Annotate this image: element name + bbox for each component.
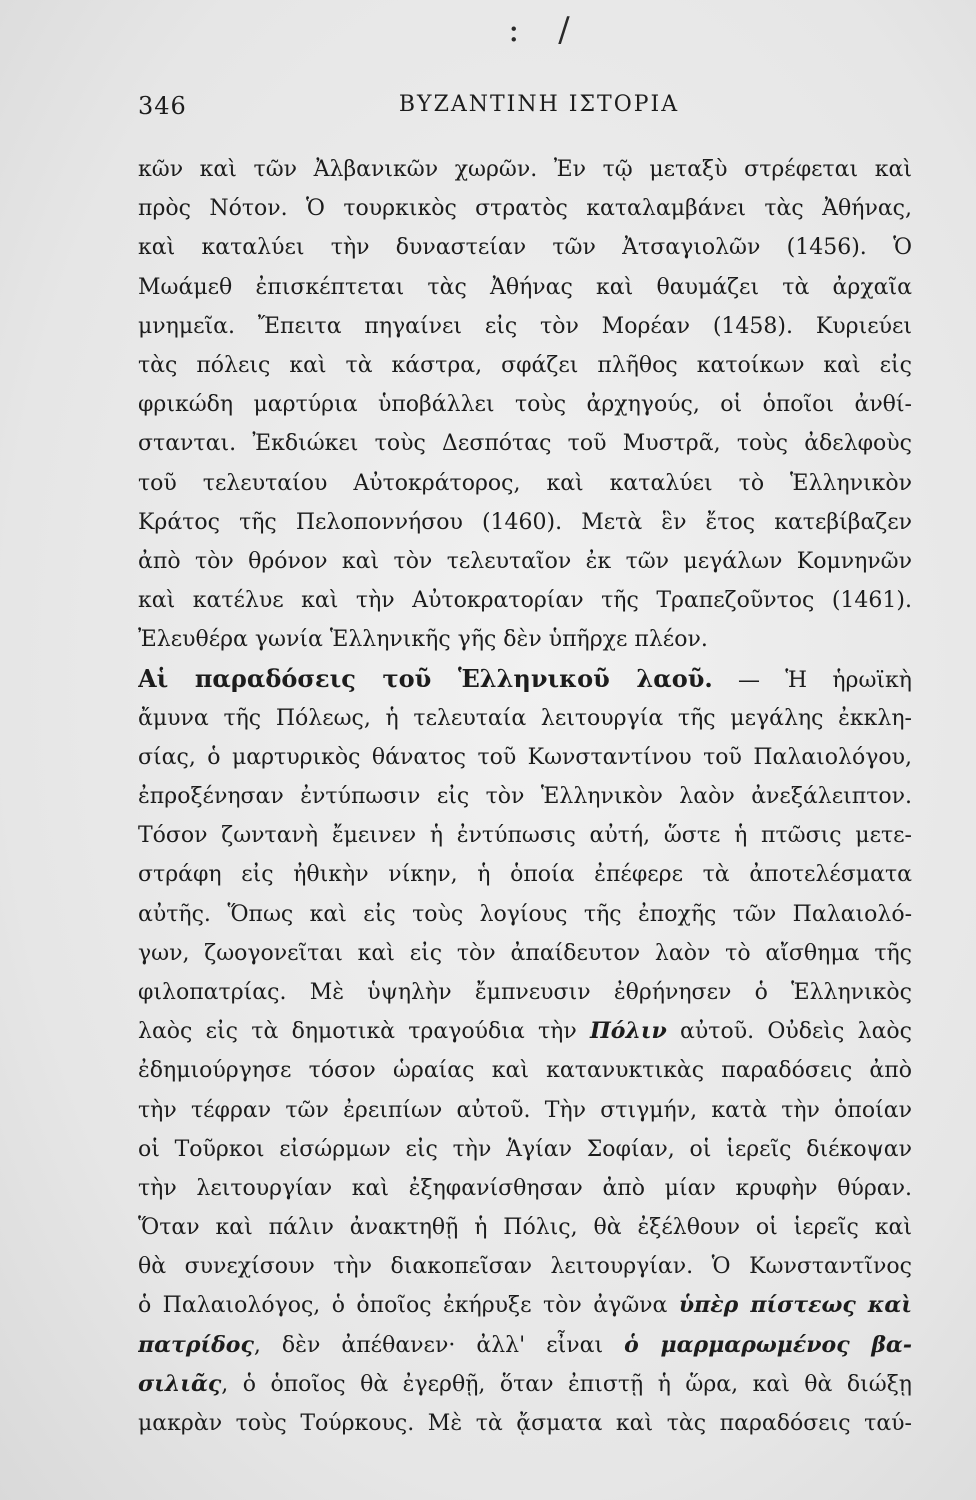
- emphasis-marble-king: ὁ μαρμαρωμένος βα-: [624, 1331, 912, 1358]
- text-line: ἄμυνα τῆς Πόλεως, ἡ τελευταία λειτουργία τῆς μεγάλης ἐκκλη-: [138, 705, 912, 731]
- text-line: καὶ καταλύει τὴν δυναστείαν τῶν Ἀτσαγιολῶν (1456). Ὁ: [138, 235, 912, 261]
- text-line: τὴν λειτουργίαν καὶ ἐξηφανίσθησαν ἀπὸ μίαν κρυφὴν θύραν.: [138, 1175, 912, 1201]
- emphasis-faith: ὑπὲρ πίστεως καὶ: [678, 1292, 912, 1319]
- emphasis-polin: Πόλιν: [589, 1018, 667, 1045]
- text-fragment: αὐτοῦ. Οὐδεὶς λαὸς: [666, 1019, 912, 1045]
- text-fragment: , ὁ ὁποῖος θὰ ἐγερθῇ, ὅταν ἐπιστῇ ἡ ὥρα, καὶ θὰ διώξῃ: [221, 1371, 912, 1397]
- text-line: φρικώδη μαρτύρια ὑποβάλλει τοὺς ἀρχηγούς, οἱ ὁποῖοι ἀνθί-: [138, 392, 912, 418]
- text-line: οἱ Τοῦρκοι εἰσώρμων εἰς τὴν Ἁγίαν Σοφίαν, οἱ ἱερεῖς διέκοψαν: [138, 1136, 912, 1162]
- text-line: ἐπροξένησαν ἐντύπωσιν εἰς τὸν Ἑλληνικὸν λαὸν ἀνεξάλειπτον.: [138, 784, 912, 809]
- heading-continuation: — Ἡ ἡρωϊκὴ: [738, 668, 912, 694]
- text-line: γων, ζωογονεῖται καὶ εἰς τὸν ἀπαίδευτον λαὸν τὸ αἴσθημα τῆς: [138, 940, 912, 966]
- text-line: Τόσον ζωντανὴ ἔμεινεν ἡ ἐντύπωσις αὐτή, ὥστε ἡ πτῶσις μετε-: [138, 823, 912, 849]
- paragraph-2: [138, 659, 912, 1443]
- text-line: Ὅταν καὶ πάλιν ἀνακτηθῇ ἡ Πόλις, θὰ ἐξέλθουν οἱ ἱερεῖς καὶ: [138, 1215, 912, 1241]
- paragraph-1: [138, 150, 912, 659]
- running-title: ΒΥΖΑΝΤΙΝΗ ΙΣΤΟΡΙΑ: [398, 92, 680, 117]
- text-line: [138, 1012, 912, 1051]
- text-line: φιλοπατρίας. Μὲ ὑψηλὴν ἔμπνευσιν ἐθρήνησεν ὁ Ἑλληνικὸς: [138, 979, 912, 1005]
- text-line: σίας, ὁ μαρτυρικὸς θάνατος τοῦ Κωνσταντίνου τοῦ Παλαιολόγου,: [138, 744, 912, 770]
- text-line: κῶν καὶ τῶν Ἀλβανικῶν χωρῶν. Ἐν τῷ μεταξὺ στρέφεται καὶ: [138, 157, 912, 182]
- section-heading: Αἱ παραδόσεις τοῦ Ἑλληνικοῦ λαοῦ.: [138, 664, 713, 694]
- text-line: Μωάμεθ ἐπισκέπτεται τὰς Ἀθήνας καὶ θαυμάζει τὰ ἀρχαῖα: [138, 274, 912, 300]
- text-line: ἐδημιούργησε τόσον ὡραίας καὶ κατανυκτικὰς παραδόσεις ἀπὸ: [138, 1058, 912, 1084]
- text-line: Ἐλευθέρα γωνία Ἑλληνικῆς γῆς δὲν ὑπῆρχε πλέον.: [138, 627, 708, 653]
- text-line: ἀπὸ τὸν θρόνον καὶ τὸν τελευταῖον ἐκ τῶν μεγάλων Κομνηνῶν: [138, 548, 912, 574]
- page-body: [138, 150, 912, 1443]
- text-line: τὴν τέφραν τῶν ἐρειπίων αὐτοῦ. Τὴν στιγμήν, κατὰ τὴν ὁποίαν: [138, 1097, 912, 1123]
- text-line: [138, 1286, 912, 1325]
- text-line: [138, 1365, 912, 1404]
- text-line: [138, 1326, 912, 1365]
- text-line: αὐτῆς. Ὅπως καὶ εἰς τοὺς λογίους τῆς ἐποχῆς τῶν Παλαιολό-: [138, 901, 912, 927]
- text-line: θὰ συνεχίσουν τὴν διακοπεῖσαν λειτουργίαν. Ὁ Κωνσταντῖνος: [138, 1254, 912, 1280]
- emphasis-king: σιλιᾶς: [138, 1370, 222, 1397]
- text-line: τὰς πόλεις καὶ τὰ κάστρα, σφάζει πλῆθος κατοίκων καὶ εἰς: [138, 352, 912, 378]
- text-line: Κράτος τῆς Πελοποννήσου (1460). Μετὰ ἓν ἔτος κατεβίβαζεν: [138, 509, 912, 535]
- text-fragment: , δὲν ἀπέθανεν· ἀλλ' εἶναι: [253, 1332, 625, 1358]
- text-line: πρὸς Νότον. Ὁ τουρκικὸς στρατὸς καταλαμβάνει τὰς Ἀθήνας,: [138, 196, 912, 222]
- section-heading-line: [138, 659, 912, 698]
- page-header: [138, 92, 910, 132]
- pencil-marks: : /: [508, 10, 584, 50]
- text-line: καὶ κατέλυε καὶ τὴν Αὐτοκρατορίαν τῆς Τραπεζοῦντος (1461).: [138, 588, 912, 614]
- page-number: 346: [138, 92, 187, 120]
- emphasis-homeland: πατρίδος: [138, 1331, 254, 1358]
- text-fragment: λαὸς εἰς τὰ δημοτικὰ τραγούδια τὴν: [138, 1019, 590, 1045]
- text-line: μακρὰν τοὺς Τούρκους. Μὲ τὰ ᾄσματα καὶ τὰς παραδόσεις ταύ-: [138, 1411, 912, 1436]
- text-line: μνημεῖα. Ἔπειτα πηγαίνει εἰς τὸν Μορέαν (1458). Κυριεύει: [138, 313, 912, 339]
- text-line: στράφη εἰς ἠθικὴν νίκην, ἡ ὁποία ἐπέφερε τὰ ἀποτελέσματα: [138, 862, 912, 888]
- text-line: στανται. Ἐκδιώκει τοὺς Δεσπότας τοῦ Μυστρᾶ, τοὺς ἀδελφοὺς: [138, 431, 912, 457]
- text-fragment: ὁ Παλαιολόγος, ὁ ὁποῖος ἐκήρυξε τὸν ἀγῶνα: [138, 1293, 679, 1319]
- text-line: τοῦ τελευταίου Αὐτοκράτορος, καὶ καταλύει τὸ Ἑλληνικὸν: [138, 470, 912, 496]
